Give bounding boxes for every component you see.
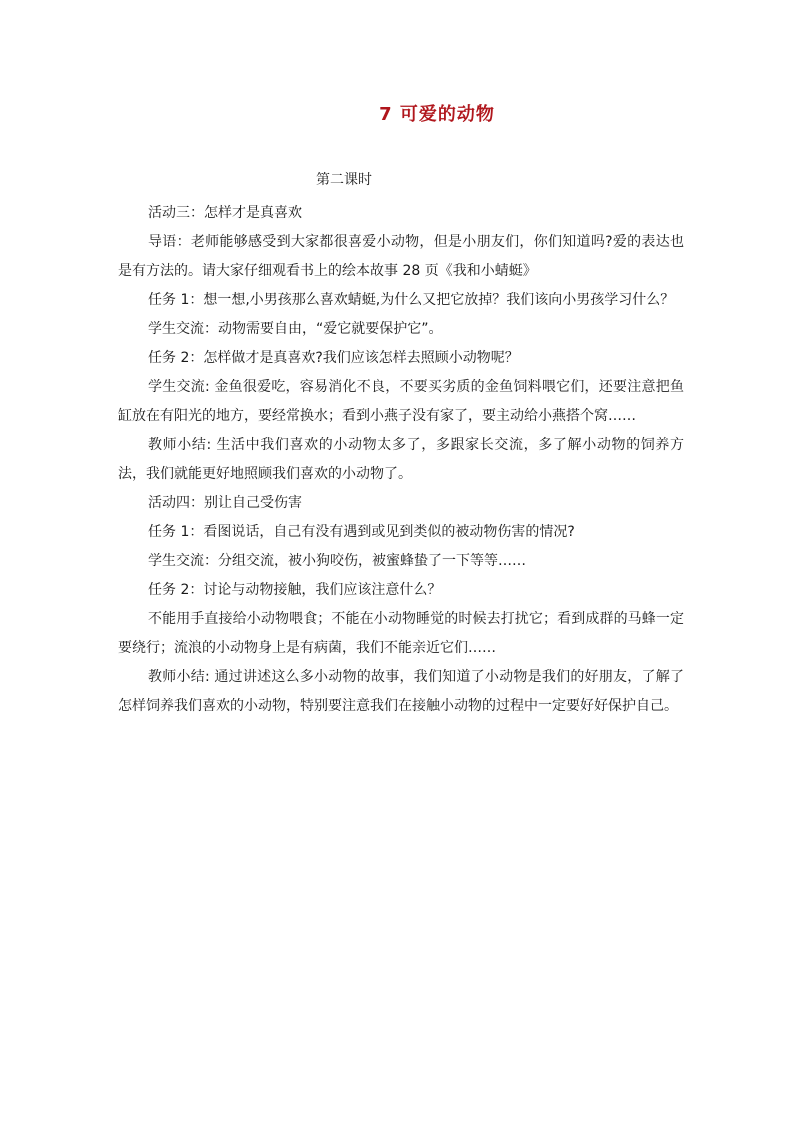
page-title: 7 可爱的动物 bbox=[379, 104, 495, 125]
student-discussion-paragraph: 学生交流: 金鱼很爱吃，容易消化不良，不要买劣质的金鱼饲料喂它们，还要注意把鱼缸放在有阳光的地方，要经常换水；看到小燕子没有家了，要主动给小燕搭个窝…… bbox=[118, 379, 684, 424]
task-1-paragraph: 任务 1：想一想,小男孩那么喜欢蜻蜓,为什么又把它放掉？我们该向小男孩学习什么？ bbox=[148, 292, 675, 308]
student-discussion-paragraph: 学生交流：动物需要自由，“爱它就要保护它”。 bbox=[148, 321, 443, 337]
intro-paragraph: 导语：老师能够感受到大家都很喜爱小动物，但是小朋友们，你们知道吗?爱的表达也是有方法的。请大家仔细观看书上的绘本故事 28 页《我和小蜻蜓》 bbox=[118, 234, 684, 279]
safety-rules-paragraph: 不能用手直接给小动物喂食；不能在小动物睡觉的时候去打扰它；看到成群的马蜂一定要绕行；流浪的小动物身上是有病菌，我们不能亲近它们…… bbox=[118, 611, 684, 656]
teacher-summary-paragraph: 教师小结: 通过讲述这么多小动物的故事，我们知道了小动物是我们的好朋友，了解了怎样饲养我们喜欢的小动物，特别要注意我们在接触小动物的过程中一定要好好保护自己。 bbox=[118, 669, 684, 714]
lesson-subtitle: 第二课时 bbox=[316, 172, 372, 188]
section-heading-activity-3: 活动三：怎样才是真喜欢 bbox=[148, 205, 302, 221]
student-discussion-paragraph: 学生交流：分组交流，被小狗咬伤，被蜜蜂蛰了一下等等…… bbox=[148, 553, 526, 569]
section-heading-activity-4: 活动四：别让自己受伤害 bbox=[148, 495, 302, 511]
teacher-summary-paragraph: 教师小结: 生活中我们喜欢的小动物太多了，多跟家长交流，多了解小动物的饲养方法，我们就能更好地照顾我们喜欢的小动物了。 bbox=[118, 437, 684, 482]
lesson-body bbox=[118, 199, 684, 721]
task-2-paragraph: 任务 2：讨论与动物接触，我们应该注意什么？ bbox=[148, 582, 442, 598]
task-2-paragraph: 任务 2：怎样做才是真喜欢?我们应该怎样去照顾小动物呢？ bbox=[148, 350, 519, 366]
task-1-paragraph: 任务 1：看图说话，自己有没有遇到或见到类似的被动物伤害的情况? bbox=[148, 524, 575, 540]
